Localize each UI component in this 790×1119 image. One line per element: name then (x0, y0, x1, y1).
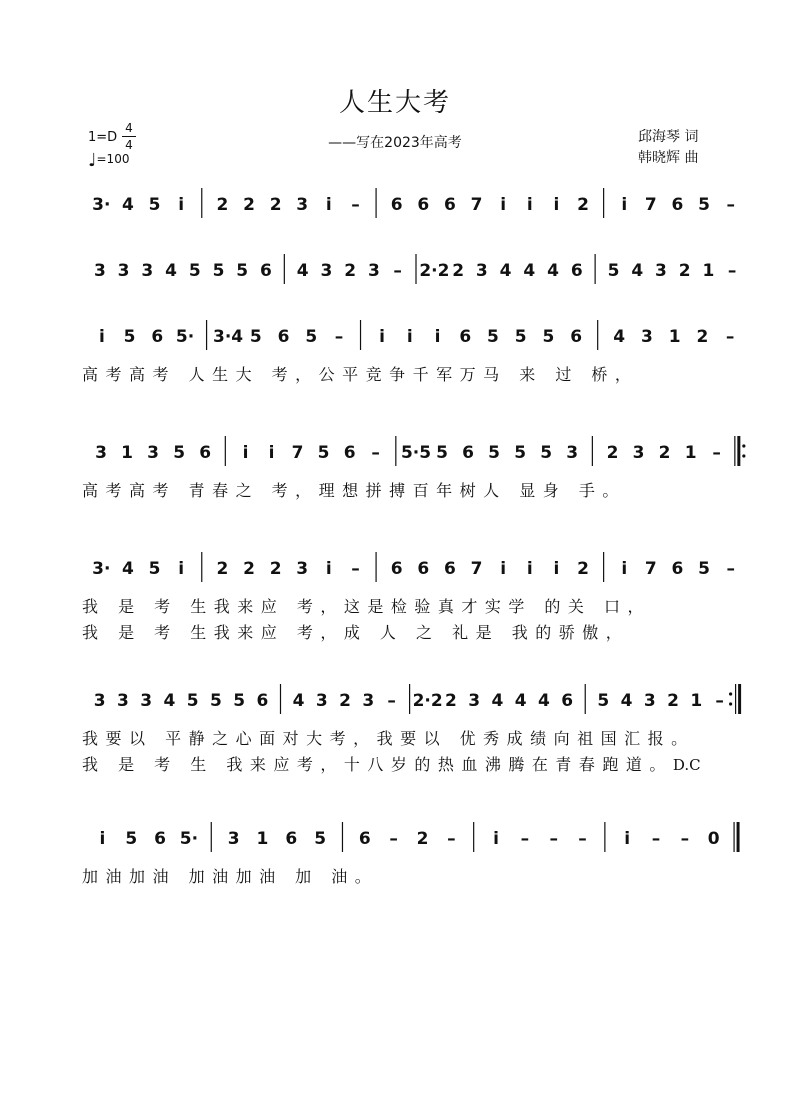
dash-mark: – (351, 195, 360, 215)
note: 5 (540, 443, 553, 463)
note: 5· (179, 829, 199, 849)
note: 3 (362, 691, 375, 711)
note: i (621, 195, 628, 215)
note: 5 (236, 261, 249, 281)
note: i (406, 327, 413, 347)
note: 2 (269, 559, 282, 579)
note: i (178, 559, 185, 579)
note: 3·4 (213, 327, 244, 347)
time-signature-bottom: 4 (125, 138, 133, 152)
note: 3 (468, 691, 481, 711)
note: 2 (577, 559, 589, 579)
note: 7 (291, 443, 304, 463)
note: 5 (514, 443, 527, 463)
note: 5 (212, 261, 225, 281)
note: i (526, 195, 533, 215)
note: i (98, 327, 105, 347)
note: i (268, 443, 275, 463)
note: 5 (317, 443, 330, 463)
note: 4 (499, 261, 512, 281)
note: i (434, 327, 441, 347)
note: 3 (141, 261, 154, 281)
tempo-value: =100 (96, 152, 130, 166)
dash-mark: – (727, 261, 737, 281)
note: 5 (436, 443, 448, 463)
note: 2 (606, 443, 619, 463)
dash-mark: – (447, 829, 456, 849)
note: 5 (487, 327, 499, 347)
note: 4 (165, 261, 177, 281)
score-line-5-svg (82, 550, 742, 584)
lyric-line-6-text: 我 是 考 生 我来应考，十八岁的热血沸腾在青春跑道。 (82, 755, 673, 774)
note: 6 (154, 829, 167, 849)
score-line-1 (82, 186, 742, 220)
note: 2·2 (419, 261, 450, 281)
note: i (500, 559, 507, 579)
note: 1 (702, 261, 715, 281)
note: 3 (117, 261, 130, 281)
score-line-3-svg (82, 318, 742, 352)
note: 5 (210, 691, 222, 711)
key-signature: 1=D (88, 130, 118, 145)
note: 4 (292, 691, 305, 711)
score-line-2-svg (82, 252, 742, 286)
note: 2·2 (412, 691, 443, 711)
note: 3 (93, 691, 106, 711)
note: 6 (417, 195, 430, 215)
note: 3 (296, 195, 309, 215)
note: 6 (444, 195, 456, 215)
note: 5 (125, 829, 138, 849)
note: 6 (561, 691, 574, 711)
note: 5 (514, 327, 527, 347)
note: 3 (320, 261, 333, 281)
note: 4 (296, 261, 309, 281)
note: 1 (256, 829, 269, 849)
dash-mark: – (387, 691, 396, 711)
note: i (379, 327, 385, 347)
composer-credit: 韩晓辉 曲 (638, 150, 699, 166)
note: 3· (92, 195, 111, 215)
score-line-2 (82, 252, 742, 286)
note: i (325, 559, 332, 579)
note: 1 (690, 691, 703, 711)
score-line-6 (82, 682, 742, 716)
note: 5 (148, 559, 161, 579)
note: 3· (92, 559, 111, 579)
dash-mark: – (334, 327, 344, 347)
song-title: 人生大考 (338, 88, 451, 118)
note: i (500, 195, 507, 215)
dash-mark: – (351, 559, 360, 579)
note: 6 (462, 443, 474, 463)
note: 4 (121, 559, 134, 579)
note: 1 (121, 443, 133, 463)
note: 6 (285, 829, 298, 849)
lyric-line-7: 加油加油 加油加油 加 油。 (82, 867, 379, 886)
note: 6 (358, 829, 371, 849)
note: 5·5 (400, 443, 432, 463)
note: 6 (277, 327, 290, 347)
lyric-line-3: 我 是 考 生我来应 考，这是检验真才实学 的关 口， (82, 597, 652, 616)
note: 5 (597, 691, 610, 711)
note: 3 (93, 261, 106, 281)
note: 3 (640, 327, 653, 347)
note: 6 (343, 443, 356, 463)
note: 4 (163, 691, 176, 711)
note: 5 (148, 195, 161, 215)
note: i (553, 559, 560, 579)
note: 7 (470, 195, 483, 215)
dash-mark: – (725, 327, 735, 347)
note: 3 (95, 443, 107, 463)
note: i (553, 195, 560, 215)
note: 2 (243, 559, 255, 579)
note: 2 (452, 261, 465, 281)
note: 4 (121, 195, 134, 215)
note: i (624, 829, 631, 849)
note: 3 (296, 559, 309, 579)
dash-mark: – (651, 829, 661, 849)
note: 5 (188, 261, 201, 281)
note: 2 (577, 195, 589, 215)
note: i (242, 443, 249, 463)
dash-mark: – (389, 829, 398, 849)
note: 6 (671, 195, 684, 215)
note: 3 (367, 261, 380, 281)
note: i (325, 195, 332, 215)
note: 4 (491, 691, 504, 711)
note: 2 (216, 195, 229, 215)
note: 2 (696, 327, 709, 347)
note: 4 (620, 691, 633, 711)
note: 4 (547, 261, 559, 281)
score-line-5 (82, 550, 742, 584)
note: 6 (459, 327, 472, 347)
note: 2 (658, 443, 671, 463)
dash-mark: – (520, 829, 530, 849)
dash-mark: – (726, 195, 735, 215)
note: 6 (444, 559, 456, 579)
note: 4 (631, 261, 644, 281)
note: 6 (256, 691, 269, 711)
note: 4 (523, 261, 536, 281)
note: 5 (542, 327, 555, 347)
note: 2 (444, 691, 457, 711)
lyric-line-5: 我要以 平静之心面对大考，我要以 优秀成绩向祖国汇报。 (82, 729, 695, 748)
note: 3 (632, 443, 645, 463)
note: 6 (390, 559, 403, 579)
score-line-7 (82, 820, 742, 854)
time-signature (122, 121, 136, 152)
note: 5 (233, 691, 246, 711)
note: 6 (570, 327, 583, 347)
lyric-line-4: 我 是 考 生我来应 考，成 人 之 礼是 我的骄傲， (82, 623, 630, 642)
note: 3 (227, 829, 240, 849)
note: 6 (570, 261, 583, 281)
note: 3 (566, 443, 579, 463)
score-line-7-svg (82, 820, 742, 854)
note: 2 (216, 559, 229, 579)
da-capo-marking: D.C (672, 756, 701, 774)
dash-mark: – (726, 559, 735, 579)
note: 6 (390, 195, 403, 215)
lyric-line-6 (82, 752, 701, 775)
dash-mark: – (712, 443, 721, 463)
note: 5· (175, 327, 195, 347)
dash-mark: – (680, 829, 690, 849)
score-line-1-svg (82, 186, 742, 220)
note: 2 (416, 829, 429, 849)
note: 0 (707, 829, 720, 849)
note: 3 (315, 691, 328, 711)
note: 6 (671, 559, 684, 579)
note: 5 (305, 327, 318, 347)
note: i (178, 195, 185, 215)
note: 5 (186, 691, 199, 711)
note: 2 (243, 195, 255, 215)
note: 2 (269, 195, 282, 215)
note: 5 (488, 443, 501, 463)
note: 3 (655, 261, 667, 281)
repeat-dot (729, 702, 732, 705)
note: 2 (344, 261, 357, 281)
note: 3 (475, 261, 488, 281)
note: 6 (417, 559, 430, 579)
score-line-3 (82, 318, 742, 352)
note: i (526, 559, 533, 579)
note: 3 (140, 691, 153, 711)
dash-mark: – (549, 829, 558, 849)
note: 6 (260, 261, 272, 281)
time-signature-top: 4 (125, 121, 133, 135)
note: i (621, 559, 628, 579)
note: 5 (123, 327, 136, 347)
note: 5 (314, 829, 327, 849)
quarter-note-icon: ♩ (88, 150, 97, 171)
note: 3 (147, 443, 160, 463)
note: 2 (339, 691, 351, 711)
note: i (99, 829, 106, 849)
lyricist-credit: 邱海琴 词 (638, 129, 699, 145)
note: 1 (684, 443, 697, 463)
note: 2 (667, 691, 679, 711)
lyric-line-1: 高考高考 人生大 考，公平竞争千军万马 来 过 桥， (82, 365, 639, 384)
note: 6 (151, 327, 164, 347)
dash-mark: – (393, 261, 402, 281)
note: 5 (698, 559, 711, 579)
note: 2 (678, 261, 691, 281)
note: 7 (644, 195, 657, 215)
dash-mark: – (578, 829, 587, 849)
score-line-6-svg (82, 682, 742, 716)
note: 5 (607, 261, 620, 281)
note: 4 (538, 691, 550, 711)
note: 5 (698, 195, 711, 215)
score-line-4 (82, 434, 742, 468)
note: 7 (470, 559, 483, 579)
note: 4 (514, 691, 527, 711)
repeat-dot (742, 444, 745, 447)
note: 5 (173, 443, 186, 463)
note: 6 (199, 443, 212, 463)
dash-mark: – (371, 443, 380, 463)
song-subtitle: ——写在2023年高考 (328, 135, 462, 151)
dash-mark: – (715, 691, 724, 711)
note: 1 (668, 327, 681, 347)
note: 3 (116, 691, 129, 711)
note: 4 (613, 327, 626, 347)
note: 7 (644, 559, 657, 579)
score-line-4-svg (82, 434, 742, 468)
note: 3 (643, 691, 656, 711)
note: 5 (249, 327, 262, 347)
tempo-marking (88, 150, 130, 171)
lyric-line-2: 高考高考 青春之 考，理想拼搏百年树人 显身 手。 (82, 481, 626, 500)
repeat-dot (729, 692, 732, 695)
time-signature-bar (122, 136, 136, 137)
note: i (493, 829, 499, 849)
repeat-dot (742, 454, 745, 457)
